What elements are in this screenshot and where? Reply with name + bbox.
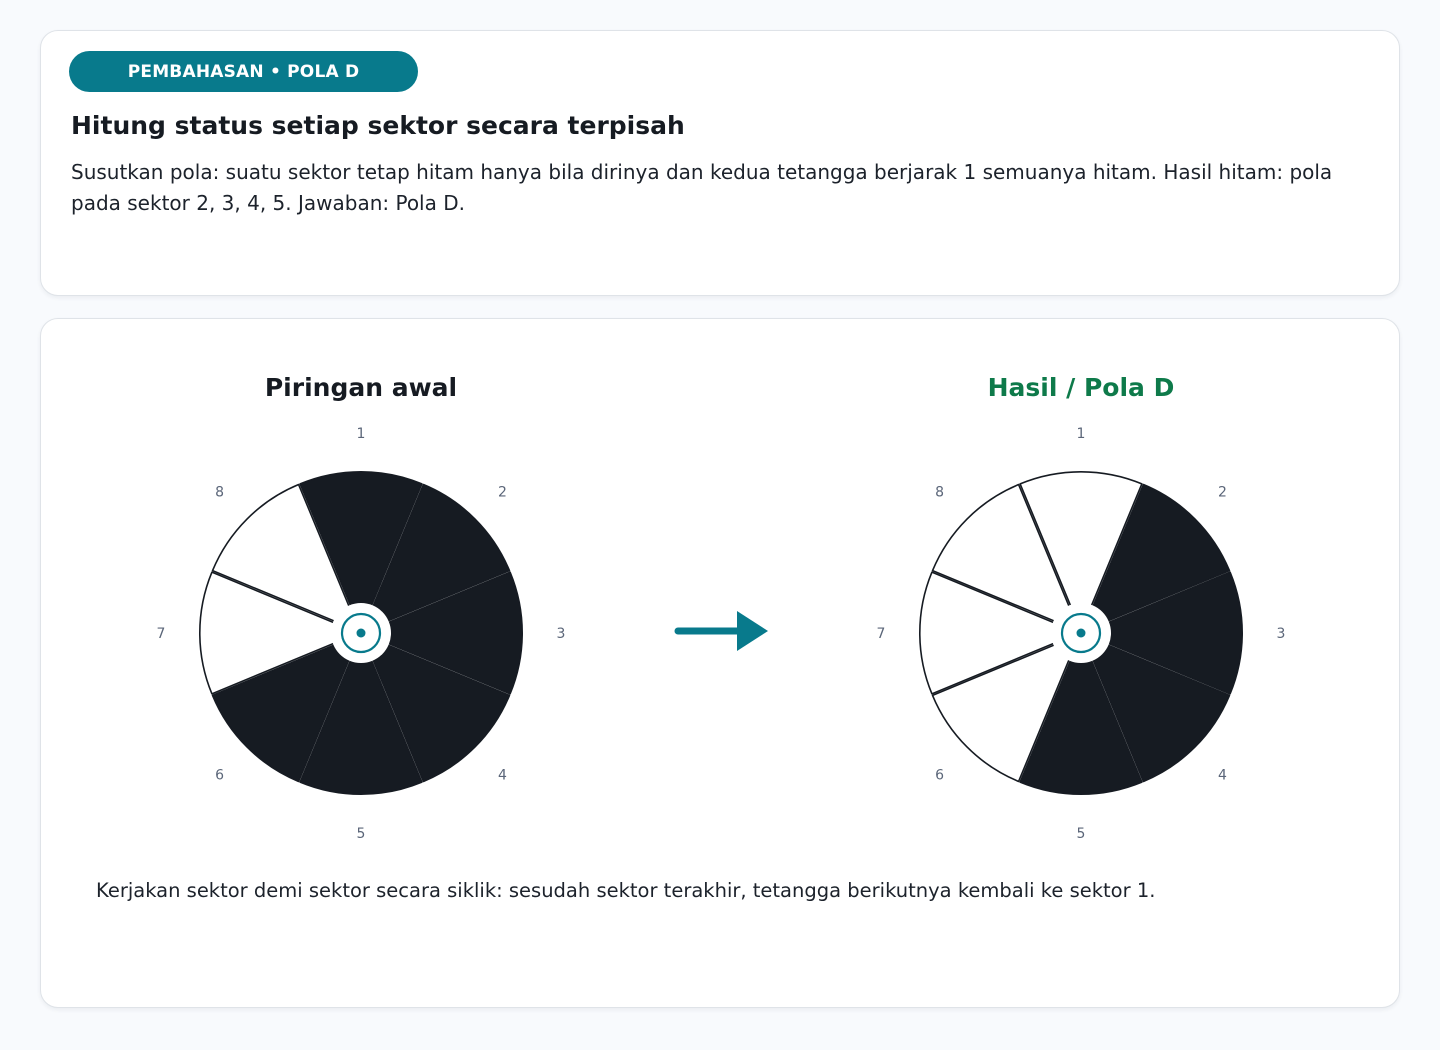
disk-initial-sector-label: 6 (215, 767, 225, 784)
disk-initial-sector-label: 1 (356, 426, 366, 442)
arrow-right-icon (678, 611, 768, 651)
target-icon (1051, 603, 1111, 663)
disk-result-sector-label: 3 (1276, 626, 1286, 642)
diagram-card (40, 318, 1400, 1008)
disk-result-sector-label: 7 (876, 626, 886, 642)
disk-result-sector-label: 1 (1076, 426, 1086, 442)
disk-initial-sector-label: 7 (156, 626, 166, 642)
cyclic-note: Kerjakan sektor demi sektor secara siklik: sesudah sektor terakhir, tetangga berikutnya kembali ke sektor 1. (96, 879, 1156, 902)
disk-initial-sector-label: 4 (497, 767, 507, 784)
disk-title-initial: Piringan awal (264, 373, 458, 402)
disk-initial (157, 426, 566, 842)
disk-result-sector-label: 5 (1076, 826, 1086, 842)
explanation-text: Susutkan pola: suatu sektor tetap hitam hanya bila dirinya dan kedua tetangga berjarak 1 semuanya hitam. Hasil hitam: pola pada sektor 2, 3, 4, 5. Jawaban: Pola D. (71, 160, 1333, 215)
explanation-card (40, 30, 1400, 296)
disk-diagram (41, 319, 1399, 859)
disk-result-sector-label: 4 (1217, 767, 1227, 784)
disk-result-sector-label: 6 (935, 767, 945, 784)
disk-result-sector-label: 8 (935, 484, 945, 501)
disk-title-result: Hasil / Pola D (987, 373, 1175, 402)
section-badge: PEMBAHASAN • POLA D (69, 51, 418, 92)
disk-initial-sector-label: 3 (556, 626, 566, 642)
disk-result (877, 426, 1286, 842)
disk-initial-sector-label: 5 (356, 826, 366, 842)
disk-initial-sector-label: 8 (215, 484, 225, 501)
disk-initial-sector-label: 2 (497, 484, 507, 501)
target-icon (331, 603, 391, 663)
explanation-title: Hitung status setiap sektor secara terpisah (71, 111, 685, 140)
disk-result-sector-label: 2 (1217, 484, 1227, 501)
